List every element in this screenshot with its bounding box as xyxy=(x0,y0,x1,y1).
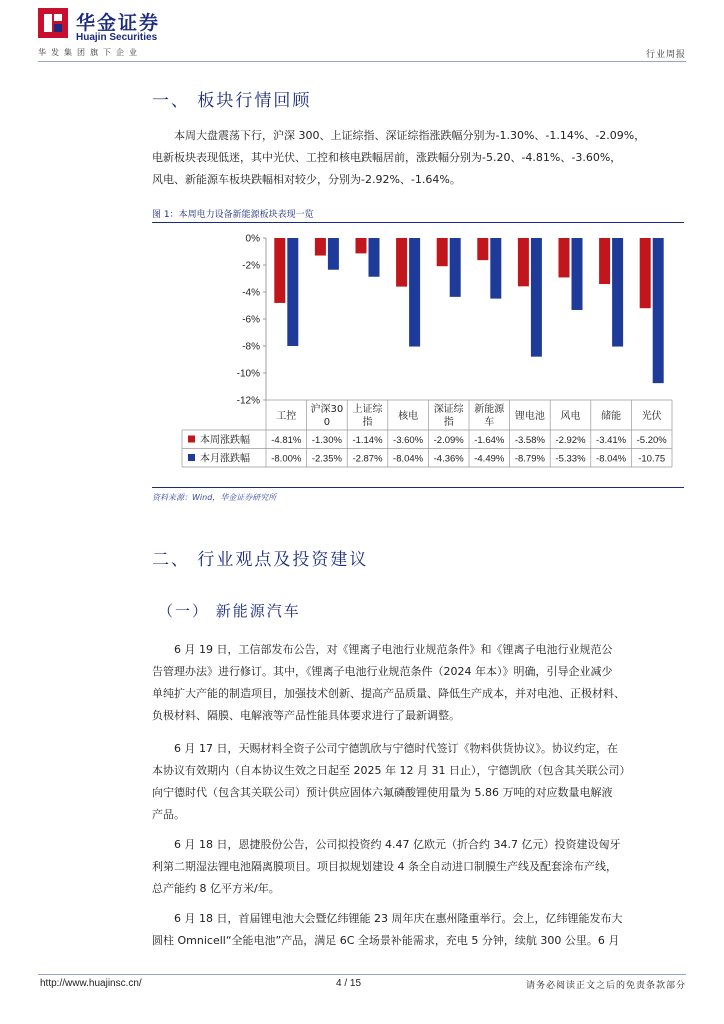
y-tick-label: -10% xyxy=(236,368,260,380)
paragraph-line: 向宁德时代（包含其关联公司）预计供应固体六氟磷酸锂使用量为 5.86 万吨的对应数量电解液 xyxy=(152,786,613,799)
data-label: -1.64% xyxy=(474,435,505,446)
bar-week xyxy=(315,238,326,256)
report-type: 行业周报 xyxy=(645,50,686,60)
data-label: -2.92% xyxy=(555,435,586,446)
data-label: -8.79% xyxy=(514,453,545,465)
footer-disclaimer: 请务必阅读正文之后的免责条款部分 xyxy=(525,981,686,991)
data-label: -3.58% xyxy=(514,435,545,446)
nev-paragraph-3 xyxy=(152,834,684,900)
figure-bottom-rule xyxy=(152,487,684,488)
paragraph-line: 本协议有效期内（自本协议生效之日起至 2025 年 12 月 31 日止），宁德凯欣（包含其关联公司） xyxy=(152,764,631,777)
bar-month xyxy=(572,238,583,310)
category-label: 沪深30 xyxy=(310,404,344,415)
figure-source: 资料来源：Wind，华金证券研究所 xyxy=(152,493,277,502)
paragraph-line: 6 月 18 日，恩捷股份公告，公司拟投资约 4.47 亿欧元（折合约 34.7 亿元）投资建设匈牙 xyxy=(174,838,621,851)
category-label: 指 xyxy=(362,417,373,428)
paragraph-line: 6 月 18 日，首届锂电池大会暨亿纬锂能 23 周年庆在惠州隆重举行。会上，亿纬锂能发布大 xyxy=(174,912,623,925)
data-label: -5.20% xyxy=(636,435,667,446)
section-heading-industry-view: 二、 行业观点及投资建议 xyxy=(152,550,369,570)
category-label: 指 xyxy=(443,417,454,428)
data-label: -4.81% xyxy=(271,435,302,446)
data-label: -2.87% xyxy=(352,453,383,465)
paragraph-line: 告管理办法》进行修订。其中，《锂离子电池行业规范条件（2024 年本）》明确，引导企业减少 xyxy=(152,665,613,678)
footer-divider xyxy=(38,974,686,975)
y-tick-label: -2% xyxy=(242,260,260,272)
category-label: 深证综 xyxy=(433,404,464,415)
bar-month xyxy=(531,238,542,357)
category-label: 光伏 xyxy=(641,411,662,422)
bar-month xyxy=(653,238,664,383)
nev-paragraph-1 xyxy=(152,639,684,727)
data-label: -8.04% xyxy=(596,453,627,465)
section-heading-market-review: 一、 板块行情回顾 xyxy=(152,91,312,111)
bar-week xyxy=(640,238,651,308)
data-label: -4.49% xyxy=(474,453,505,465)
y-tick-label: -12% xyxy=(236,395,260,407)
category-label: 工控 xyxy=(276,411,297,422)
legend-key-month xyxy=(188,454,195,461)
category-label: 0 xyxy=(323,417,331,428)
paragraph-line: 风电、新能源车板块跌幅相对较少，分别为-2.92%、-1.64%。 xyxy=(152,173,461,186)
footer-url-link[interactable]: http://www.huajinsc.cn/ xyxy=(40,978,142,989)
figure-caption: 图 1：本周电力设备新能源板块表现一览 xyxy=(152,210,314,220)
paragraph-line: 本周大盘震荡下行，沪深 300、上证综指、深证综指涨跌幅分别为-1.30%、-1.14%、-2.09%， xyxy=(174,129,646,142)
category-label: 新能源 xyxy=(474,404,505,415)
figure-top-rule xyxy=(152,222,684,223)
legend-key-week xyxy=(188,436,195,443)
data-label: -4.36% xyxy=(433,453,464,465)
y-tick-label: 0% xyxy=(245,233,260,245)
legend-label: 本周涨跌幅 xyxy=(200,435,250,446)
bar-month xyxy=(612,238,623,347)
paragraph-line: 产品。 xyxy=(152,808,185,821)
nev-paragraph-4 xyxy=(152,908,684,952)
header-divider xyxy=(38,61,686,62)
paragraph-line: 利第二期湿法锂电池隔离膜项目。项目拟规划建设 4 条全自动进口制膜生产线及配套涂布产线， xyxy=(152,860,617,873)
data-label: -8.04% xyxy=(393,453,424,465)
brand-name-en: Huajin Securities xyxy=(76,32,158,43)
paragraph-line: 总产能约 8 亿平方米/年。 xyxy=(152,882,280,895)
data-label: -1.30% xyxy=(311,435,342,446)
data-label: -2.35% xyxy=(311,453,342,465)
nev-paragraph-2 xyxy=(152,738,684,826)
category-label: 车 xyxy=(484,417,495,428)
data-label: -1.14% xyxy=(352,435,383,446)
y-tick-label: -6% xyxy=(242,314,260,326)
paragraph-line: 电新板块表现低迷，其中光伏、工控和核电跌幅居前，涨跌幅分别为-5.20、-4.81%、-3.60%， xyxy=(152,151,622,164)
bar-month xyxy=(369,238,380,277)
paragraph-line: 单纯扩大产能的制造项目，加强技术创新、提高产品质量、降低生产成本，并对电池、正极材料、 xyxy=(152,687,625,700)
subsection-heading-nev: （一） 新能源汽车 xyxy=(158,602,301,620)
data-label: -10.75 xyxy=(638,453,666,465)
paragraph-line: 6 月 19 日，工信部发布公告，对《锂离子电池行业规范条件》和《锂离子电池行业规范公 xyxy=(174,643,613,656)
category-label: 上证综 xyxy=(352,404,383,415)
page-number: 4 / 15 xyxy=(336,978,362,989)
market-review-paragraph xyxy=(152,125,684,191)
bar-month xyxy=(450,238,461,297)
paragraph-line: 圆柱 Omnicell“全能电池”产品，满足 6C 全场景补能需求，充电 5 分钟，续航 300 公里。6 月 xyxy=(152,934,620,947)
brand-tagline: 华发集团旗下企业 xyxy=(38,48,142,57)
bar-week xyxy=(477,238,488,260)
data-label: -2.09% xyxy=(433,435,464,446)
data-label: -5.33% xyxy=(555,453,586,465)
data-label: -3.41% xyxy=(596,435,627,446)
legend-label: 本月涨跌幅 xyxy=(200,453,250,465)
bar-week xyxy=(437,238,448,266)
bar-month xyxy=(490,238,501,299)
bar-week xyxy=(274,238,285,303)
bar-month xyxy=(409,238,420,347)
page-header xyxy=(38,6,686,62)
data-label: -8.00% xyxy=(271,453,302,465)
y-tick-label: -4% xyxy=(242,287,260,299)
huajin-logo-icon xyxy=(38,8,68,38)
category-label: 储能 xyxy=(601,411,622,422)
brand-name-cn: 华金证券 xyxy=(76,12,161,34)
bar-week xyxy=(518,238,529,286)
bar-week xyxy=(356,238,367,253)
category-label: 锂电池 xyxy=(514,411,545,422)
y-tick-label: -8% xyxy=(242,341,260,353)
data-label: -3.60% xyxy=(393,435,424,446)
bar-month xyxy=(287,238,298,346)
bar-week xyxy=(559,238,570,277)
paragraph-line: 负极材料、隔膜、电解液等产品性能具体要求进行了最新调整。 xyxy=(152,709,460,722)
paragraph-line: 6 月 17 日，天赐材料全资子公司宁德凯欣与宁德时代签订《物料供货协议》。协议约定，在 xyxy=(174,742,618,755)
category-label: 风电 xyxy=(560,411,581,422)
category-label: 核电 xyxy=(398,411,419,422)
bar-month xyxy=(328,238,339,270)
bar-week xyxy=(396,238,407,287)
bar-week xyxy=(599,238,610,284)
sector-performance-chart xyxy=(152,225,684,475)
